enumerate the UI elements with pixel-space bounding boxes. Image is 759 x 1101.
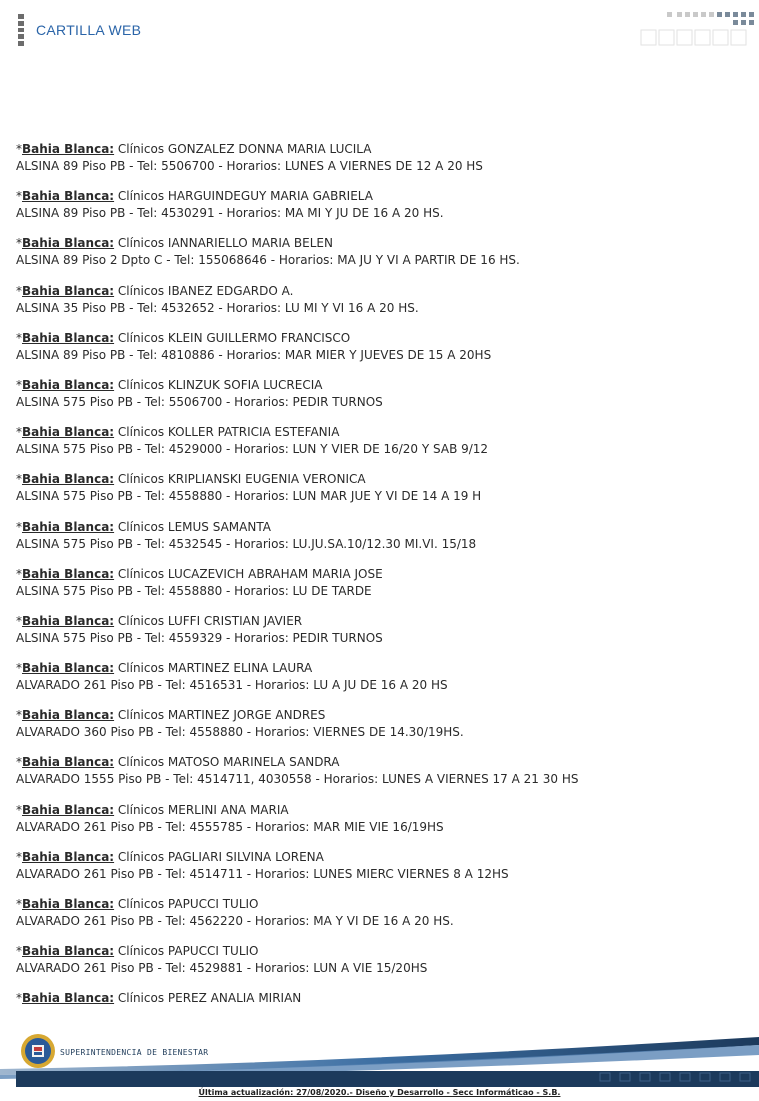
- provider-name: Clínicos MARTINEZ JORGE ANDRES: [114, 708, 326, 723]
- provider-header-line: [16, 566, 746, 583]
- provider-details: ALSINA 35 Piso PB - Tel: 4532652 - Horarios: LU MI Y VI 16 A 20 HS.: [16, 300, 419, 315]
- provider-details: ALSINA 575 Piso PB - Tel: 4529000 - Horarios: LUN Y VIER DE 16/20 Y SAB 9/12: [16, 442, 489, 457]
- entry-bullet: *: [16, 425, 22, 440]
- entry-bullet: *: [16, 330, 22, 345]
- provider-name: Clínicos KLEIN GUILLERMO FRANCISCO: [114, 330, 351, 345]
- city-label: Bahia Blanca:: [22, 613, 115, 628]
- city-label: Bahia Blanca:: [22, 425, 115, 440]
- entry-bullet: *: [16, 519, 22, 534]
- city-label: Bahia Blanca:: [22, 283, 115, 298]
- provider-details: ALVARADO 1555 Piso PB - Tel: 4514711, 4030558 - Horarios: LUNES A VIERNES 17 A 21 30 HS: [16, 772, 579, 787]
- provider-details: ALSINA 89 Piso 2 Dpto C - Tel: 155068646 - Horarios: MA JU Y VI A PARTIR DE 16 HS.: [16, 253, 520, 268]
- city-label: Bahia Blanca:: [22, 236, 115, 251]
- provider-header-line: [16, 990, 746, 1007]
- footer-update-note: Última actualización: 27/08/2020.- Diseño y Desarrollo - Secc Informáticao - S.B.: [198, 1088, 561, 1097]
- provider-entry: [16, 424, 746, 471]
- provider-entry: [16, 943, 746, 990]
- provider-name: Clínicos PAPUCCI TULIO: [114, 944, 259, 959]
- entry-bullet: *: [16, 849, 22, 864]
- provider-header-line: [16, 519, 746, 536]
- header-accent-bar: [18, 14, 24, 46]
- entry-bullet: *: [16, 189, 22, 204]
- provider-details: ALSINA 89 Piso PB - Tel: 4810886 - Horarios: MAR MIER Y JUEVES DE 15 A 20HS: [16, 347, 492, 362]
- provider-entry: [16, 377, 746, 424]
- entry-bullet: *: [16, 142, 22, 156]
- provider-details: ALSINA 575 Piso PB - Tel: 4532545 - Horarios: LU.JU.SA.10/12.30 MI.VI. 15/18: [16, 536, 477, 551]
- footer-band: [0, 1025, 759, 1089]
- entry-bullet: *: [16, 566, 22, 581]
- provider-entry: [16, 802, 746, 849]
- provider-name: Clínicos MERLINI ANA MARIA: [114, 802, 289, 817]
- entry-bullet: *: [16, 991, 22, 1006]
- provider-name: Clínicos KRIPLIANSKI EUGENIA VERONICA: [114, 472, 366, 487]
- provider-details: ALSINA 89 Piso PB - Tel: 5506700 - Horarios: LUNES A VIERNES DE 12 A 20 HS: [16, 159, 483, 173]
- entry-bullet: *: [16, 283, 22, 298]
- city-label: Bahia Blanca:: [22, 991, 115, 1006]
- provider-entry: [16, 141, 746, 188]
- city-label: Bahia Blanca:: [22, 519, 115, 534]
- entry-bullet: *: [16, 661, 22, 676]
- provider-name: Clínicos IBANEZ EDGARDO A.: [114, 283, 294, 298]
- city-label: Bahia Blanca:: [22, 566, 115, 581]
- entry-bullet: *: [16, 377, 22, 392]
- city-label: Bahia Blanca:: [22, 377, 115, 392]
- provider-details: ALVARADO 261 Piso PB - Tel: 4555785 - Horarios: MAR MIE VIE 16/19HS: [16, 819, 444, 834]
- city-label: Bahia Blanca:: [22, 849, 115, 864]
- provider-entry: [16, 896, 746, 943]
- city-label: Bahia Blanca:: [22, 944, 115, 959]
- provider-entry: [16, 235, 746, 282]
- provider-entry: [16, 519, 746, 566]
- provider-name: Clínicos LUFFI CRISTIAN JAVIER: [114, 613, 303, 628]
- provider-header-line: [16, 707, 746, 724]
- provider-name: Clínicos LUCAZEVICH ABRAHAM MARIA JOSE: [114, 566, 383, 581]
- provider-header-line: [16, 471, 746, 488]
- provider-header-line: [16, 377, 746, 394]
- city-label: Bahia Blanca:: [22, 142, 115, 156]
- provider-entry: [16, 660, 746, 707]
- provider-name: Clínicos IANNARIELLO MARIA BELEN: [114, 236, 333, 251]
- provider-name: Clínicos MARTINEZ ELINA LAURA: [114, 661, 313, 676]
- provider-header-line: [16, 943, 746, 960]
- organization-seal-icon: [20, 1033, 56, 1069]
- provider-details: ALSINA 575 Piso PB - Tel: 4558880 - Horarios: LUN MAR JUE Y VI DE 14 A 19 H: [16, 489, 482, 504]
- provider-name: Clínicos HARGUINDEGUY MARIA GABRIELA: [114, 189, 373, 204]
- provider-header-line: [16, 613, 746, 630]
- provider-name: Clínicos PEREZ ANALIA MIRIAN: [114, 991, 302, 1006]
- city-label: Bahia Blanca:: [22, 330, 115, 345]
- entry-bullet: *: [16, 613, 22, 628]
- provider-details: ALVARADO 261 Piso PB - Tel: 4514711 - Horarios: LUNES MIERC VIERNES 8 A 12HS: [16, 866, 509, 881]
- provider-entry: [16, 849, 746, 896]
- city-label: Bahia Blanca:: [22, 708, 115, 723]
- provider-header-line: [16, 896, 746, 913]
- provider-list: [16, 141, 746, 1038]
- provider-header-line: [16, 660, 746, 677]
- city-label: Bahia Blanca:: [22, 661, 115, 676]
- city-label: Bahia Blanca:: [22, 755, 115, 770]
- provider-name: Clínicos PAPUCCI TULIO: [114, 897, 259, 911]
- provider-details: ALSINA 575 Piso PB - Tel: 5506700 - Horarios: PEDIR TURNOS: [16, 394, 383, 409]
- city-label: Bahia Blanca:: [22, 897, 115, 911]
- entry-bullet: *: [16, 472, 22, 487]
- provider-details: ALVARADO 360 Piso PB - Tel: 4558880 - Horarios: VIERNES DE 14.30/19HS.: [16, 725, 464, 740]
- provider-entry: [16, 707, 746, 754]
- provider-header-line: [16, 188, 746, 205]
- provider-entry: [16, 613, 746, 660]
- entry-bullet: *: [16, 802, 22, 817]
- provider-name: Clínicos LEMUS SAMANTA: [114, 519, 271, 534]
- provider-name: Clínicos PAGLIARI SILVINA LORENA: [114, 849, 324, 864]
- provider-entry: [16, 754, 746, 801]
- provider-header-line: [16, 235, 746, 252]
- entry-bullet: *: [16, 897, 22, 911]
- provider-entry: [16, 283, 746, 330]
- provider-details: ALVARADO 261 Piso PB - Tel: 4562220 - Horarios: MA Y VI DE 16 A 20 HS.: [16, 914, 454, 928]
- provider-header-line: [16, 849, 746, 866]
- provider-details: ALSINA 575 Piso PB - Tel: 4558880 - Horarios: LU DE TARDE: [16, 583, 372, 598]
- header-pixel-decoration: [637, 12, 759, 48]
- provider-header-line: [16, 802, 746, 819]
- footer-organization-name: SUPERINTENDENCIA DE BIENESTAR: [60, 1048, 209, 1057]
- city-label: Bahia Blanca:: [22, 189, 115, 204]
- entry-bullet: *: [16, 755, 22, 770]
- provider-entry: [16, 330, 746, 377]
- entry-bullet: *: [16, 944, 22, 959]
- entry-bullet: *: [16, 708, 22, 723]
- provider-entry: [16, 471, 746, 518]
- provider-name: Clínicos KLINZUK SOFIA LUCRECIA: [114, 377, 323, 392]
- city-label: Bahia Blanca:: [22, 472, 115, 487]
- provider-header-line: [16, 330, 746, 347]
- provider-details: ALSINA 575 Piso PB - Tel: 4559329 - Horarios: PEDIR TURNOS: [16, 630, 383, 645]
- entry-bullet: *: [16, 236, 22, 251]
- provider-name: Clínicos KOLLER PATRICIA ESTEFANIA: [114, 425, 340, 440]
- provider-name: Clínicos GONZALEZ DONNA MARIA LUCILA: [114, 142, 372, 156]
- provider-header-line: [16, 283, 746, 300]
- city-label: Bahia Blanca:: [22, 802, 115, 817]
- provider-header-line: [16, 141, 746, 158]
- page-title: CARTILLA WEB: [36, 22, 142, 38]
- provider-header-line: [16, 424, 746, 441]
- provider-entry: [16, 188, 746, 235]
- provider-entry: [16, 566, 746, 613]
- provider-header-line: [16, 754, 746, 771]
- provider-name: Clínicos MATOSO MARINELA SANDRA: [114, 755, 340, 770]
- provider-details: ALVARADO 261 Piso PB - Tel: 4516531 - Horarios: LU A JU DE 16 A 20 HS: [16, 678, 448, 693]
- provider-details: ALSINA 89 Piso PB - Tel: 4530291 - Horarios: MA MI Y JU DE 16 A 20 HS.: [16, 206, 444, 221]
- provider-details: ALVARADO 261 Piso PB - Tel: 4529881 - Horarios: LUN A VIE 15/20HS: [16, 961, 428, 976]
